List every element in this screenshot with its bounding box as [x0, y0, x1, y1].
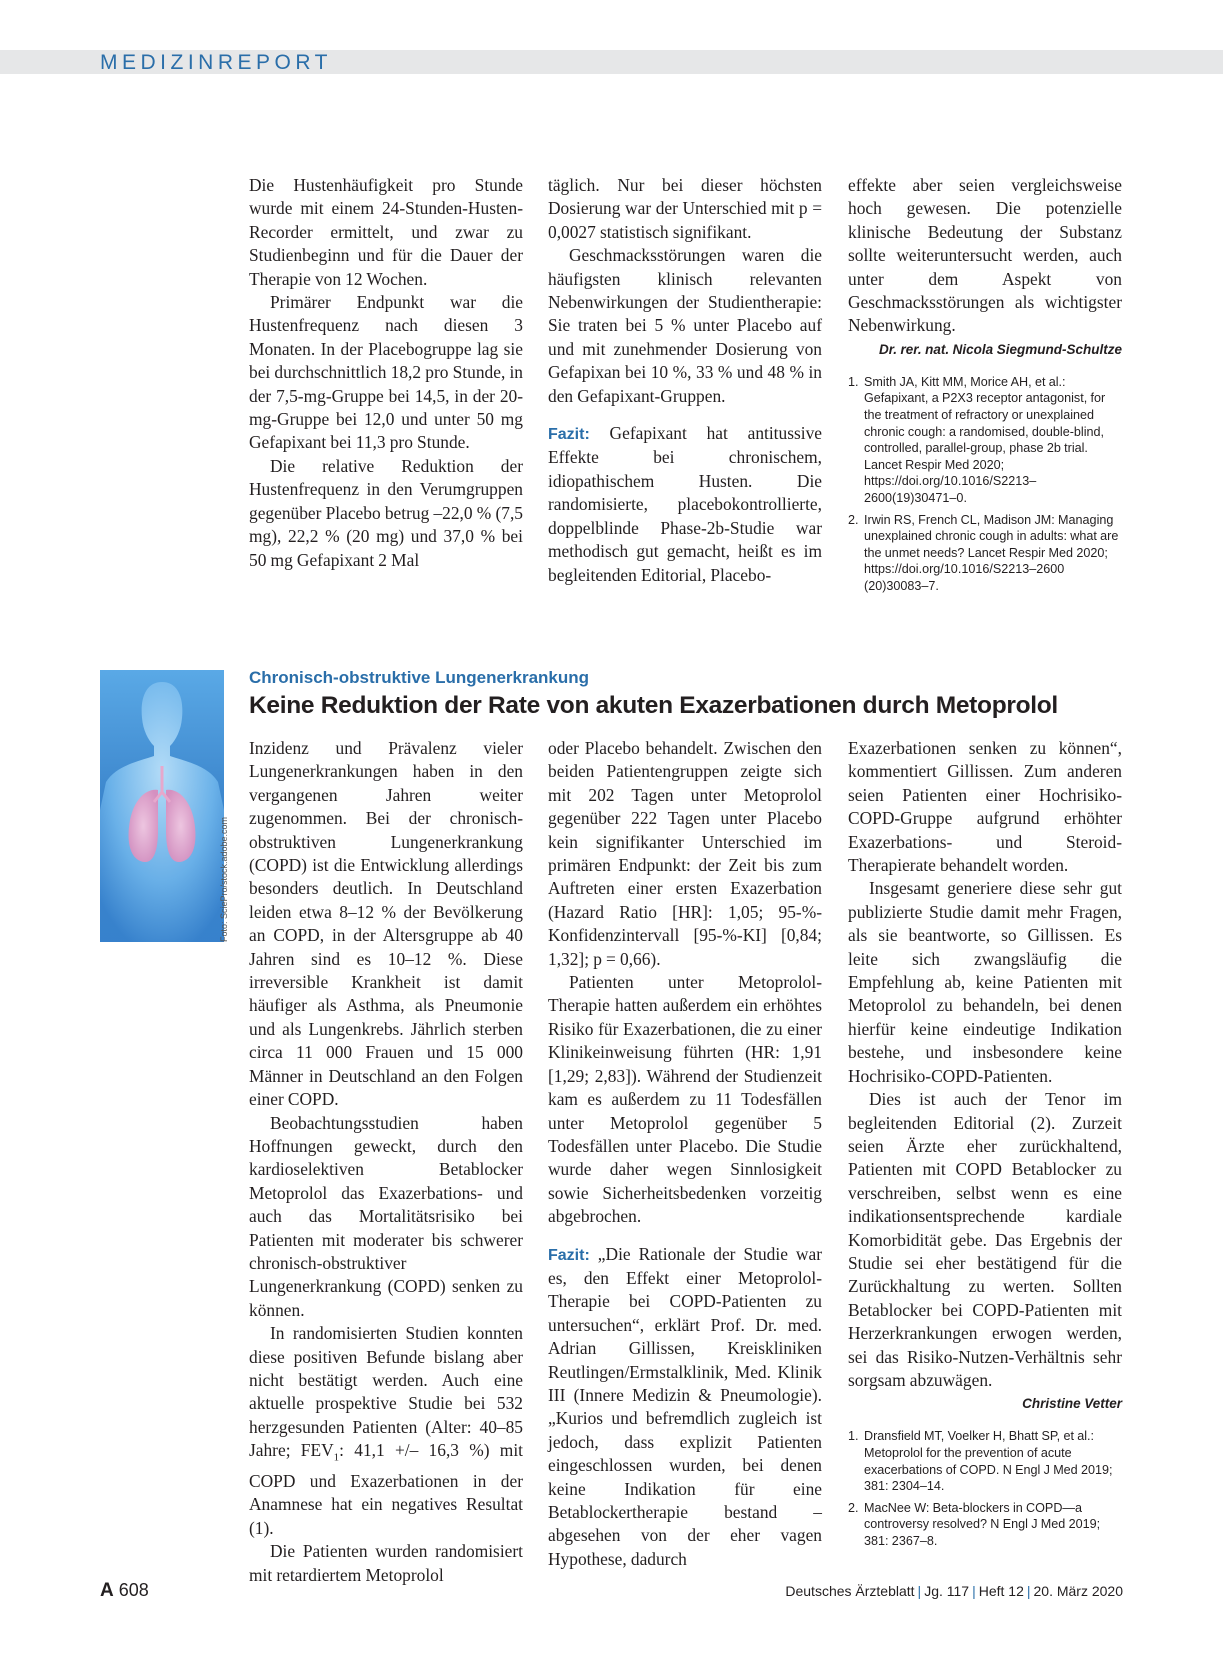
- paragraph: Dies ist auch der Tenor im begleitenden Editorial (2). Zurzeit seien Ärzte eher zurückhaltend, Patienten mit COPD Betablocker zu verschreiben, selbst wenn es eine indikationsentsprechende kardiale Komorbidität gebe. Das Ergebnis der Studie sei eher bestätigend für die Zurückhaltung zu werten. Sollten Betablocker bei COPD-Patienten mit Herzerkrankungen erwogen werden, sei das Risiko-Nutzen-Verhältnis sehr sorgsam abzuwägen.: [848, 1089, 1122, 1390]
- journal-date: 20. März 2020: [1033, 1583, 1123, 1599]
- fazit-text: Gefapixant hat antitussive Effekte bei chronischem, idiopathischem Husten. Die randomisierte, placebokontrollierte, doppelblinde Phase-2b-Studie war methodisch gut gemacht, heißt es im begleitenden Editorial, Placebo-: [548, 423, 822, 585]
- journal-issue: Heft 12: [978, 1583, 1024, 1599]
- article1-column-3: [848, 174, 1122, 600]
- paragraph: Beobachtungsstudien haben Hoffnungen geweckt, durch den kardioselektiven Betablocker Metoprolol das Exazerbations- und auch das Mortalitätsrisiko bei Patienten mit moderater bis schwerer chronisch-obstruktiver Lungenerkrankung (COPD) senken zu können.: [249, 1112, 523, 1320]
- article2-column-1: [249, 737, 523, 1587]
- photo-credit: Foto: SciePro/stock.adobe.com: [219, 816, 229, 942]
- reference-number: 1.: [848, 1429, 859, 1444]
- separator: |: [917, 1583, 922, 1599]
- paragraph: Patienten unter Metoprolol-Therapie hatten außerdem ein erhöhtes Risiko für Exazerbationen, die zu einer Klinikeinweisung führten (HR: 1,91 [1,29; 2,83]). Während der Studienzeit kam es außerdem zu 11 Todesfällen unter Metoprolol gegenüber 5 Todesfällen unter Placebo. Die Studie wurde daher wegen Sinnlosigkeit sowie Sicherheitsbedenken vorzeitig abgebrochen.: [548, 972, 822, 1227]
- reference-text: MacNee W: Beta-blockers in COPD—a controversy resolved? N Engl J Med 2019; 381: 2367–8.: [864, 1500, 1101, 1548]
- separator: |: [972, 1583, 976, 1599]
- paragraph: täglich. Nur bei dieser höchsten Dosierung war der Unterschied mit p = 0,0027 statistisch signifikant.: [548, 175, 822, 242]
- page-prefix: A: [100, 1580, 114, 1601]
- fazit-text: „Die Rationale der Studie war es, den Effekt einer Metoprolol-Therapie bei COPD-Patienten zu untersuchen“, erklärt Prof. Dr. med. Adrian Gillissen, Kreiskliniken Reutlingen/Ermstalklinik, Med. Klinik III (Innere Medizin & Pneumologie). „Kurios und befremdlich zugleich ist jedoch, dass explizit Patienten eingeschlossen wurden, bei denen keine Indikation für eine Betablockertherapie bestand – abgesehen von der eher vagen Hypothese, dadurch: [548, 1243, 822, 1569]
- text-span: : 41,1 +/– 16,3 %) mit COPD und Exazerbationen in der Anamnese hat ein negatives Resultat (1).: [249, 1440, 523, 1538]
- article2-headline: Keine Reduktion der Rate von akuten Exazerbationen durch Metoprolol: [249, 692, 1058, 719]
- separator: |: [1026, 1583, 1031, 1599]
- page-number-value: 608: [118, 1580, 149, 1600]
- reference-text: Irwin RS, French CL, Madison JM: Managing unexplained chronic cough in adults: what are the unmet needs? Lancet Respir Med 2020; https://doi.org/10.1016/S2213–2600 (20)30083–7.: [864, 512, 1119, 593]
- paragraph: Insgesamt generiere diese sehr gut publizierte Studie damit mehr Fragen, als sie beantworte, so Gillissen. Es leite sich zwangsläufig die Empfehlung ab, keine Patienten mit Metoprolol zu behandeln, bei denen hierfür keine eindeutige Indikation bestehe, und insbesondere keine Hochrisiko-COPD-Patienten.: [848, 878, 1122, 1086]
- reference-number: 2.: [848, 1500, 859, 1515]
- fazit-paragraph: [548, 1243, 822, 1572]
- paragraph: Primärer Endpunkt war die Hustenfrequenz nach diesen 3 Monaten. In der Placebogruppe lag sie bei durchschnittlich 18,2 pro Stunde, in der 7,5-mg-Gruppe bei 14,5, in der 20-mg-Gruppe bei 12,0 und unter 50 mg Gefapixant bei 11,3 pro Stunde.: [249, 292, 523, 453]
- article1-column-2: [548, 174, 822, 587]
- article2-column-3: [848, 737, 1122, 1555]
- paragraph: Geschmacksstörungen waren die häufigsten klinisch relevanten Nebenwirkungen der Studientherapie: Sie traten bei 5 % unter Placebo auf und mit zunehmender Dosierung von Gefapixan bei 10 %, 33 % und 48 % in den Gefapixant-Gruppen.: [548, 245, 822, 406]
- reference-item: [848, 374, 1122, 507]
- article2-author: Christine Vetter: [1022, 1396, 1122, 1412]
- paragraph: effekte aber seien vergleichsweise hoch gewesen. Die potenzielle klinische Bedeutung der Substanz sollte weiteruntersucht werden, auch unter dem Aspekt von Geschmacksstörungen als wichtigster Nebenwirkung.: [848, 175, 1122, 336]
- article1-column-1: [249, 174, 523, 572]
- article2-column-2: [548, 737, 822, 1571]
- article1-author: Dr. rer. nat. Nicola Siegmund-Schultze: [878, 341, 1122, 357]
- paragraph: Die Hustenhäufigkeit pro Stunde wurde mit einem 24-Stunden-Husten-Recorder ermittelt, und zwar zu Studienbeginn und für die Dauer der Therapie von 12 Wochen.: [249, 175, 523, 289]
- section-label: MEDIZINREPORT: [100, 51, 332, 74]
- journal-name: Deutsches Ärzteblatt: [785, 1583, 915, 1599]
- paragraph: Inzidenz und Prävalenz vieler Lungenerkrankungen haben in den vergangenen Jahren weiter zugenommen. Bei der chronisch-obstruktiven Lungenerkrankung (COPD) ist die Entwicklung allerdings besonders deutlich. In Deutschland leiden etwa 8–12 % der Bevölkerung an COPD, in der Altersgruppe ab 40 Jahren sind es 10–12 %. Diese irreversible Krankheit ist damit häufiger als Asthma, als Pneumonie und als Lungenkrebs. Jährlich sterben circa 11 000 Frauen und 15 000 Männer in Deutschland an den Folgen einer COPD.: [249, 738, 523, 1110]
- paragraph: Die Patienten wurden randomisiert mit retardiertem Metoprolol: [249, 1541, 523, 1585]
- paragraph: [249, 1322, 523, 1540]
- fazit-label: Fazit:: [548, 1246, 590, 1264]
- subscript: 1: [333, 1451, 340, 1464]
- reference-number: 1.: [848, 374, 859, 389]
- paragraph: oder Placebo behandelt. Zwischen den beiden Patientengruppen zeigte sich mit 202 Tagen unter Metoprolol gegenüber 222 Tagen unter Placebo kein signifikanter Unterschied im primären Endpunkt: der Zeit bis zum Auftreten einer ersten Exazerbation (Hazard Ratio [HR]: 1,05; 95-%-Konfidenzintervall [95-%-KI] [0,84; 1,32]; p = 0,66).: [548, 738, 822, 969]
- lungs-illustration: [100, 670, 224, 942]
- paragraph: Exazerbationen senken zu können“, kommentiert Gillissen. Zum anderen seien Patienten einer Hochrisiko-COPD-Gruppe aufgrund erhöhter Exazerbations- und Steroid-Therapierate behandelt worden.: [848, 738, 1122, 876]
- reference-text: Dransfield MT, Voelker H, Bhatt SP, et al.: Metoprolol for the prevention of acute exacerbations of COPD. N Engl J Med 2019; 381: 2304–14.: [864, 1429, 1113, 1494]
- journal-info: [785, 1583, 1123, 1599]
- article2-references: [848, 1428, 1122, 1549]
- fazit-label: Fazit:: [548, 426, 590, 444]
- journal-volume: Jg. 117: [924, 1583, 970, 1599]
- article1-references: [848, 374, 1122, 595]
- article2-kicker: Chronisch-obstruktive Lungenerkrankung: [249, 668, 590, 687]
- fazit-paragraph: [548, 422, 822, 587]
- page-number: [100, 1580, 149, 1602]
- text-span: In randomisierten Studien konnten diese positiven Befunde bislang aber nicht bestätigt werden. Auch eine aktuelle prospektive Studie bei 532 herzgesunden Patienten (Alter: 40–85 Jahre; FEV: [249, 1323, 523, 1461]
- reference-text: Smith JA, Kitt MM, Morice AH, et al.: Gefapixant, a P2X3 receptor antagonist, for the treatment of refractory or unexplained chronic cough: a randomised, double-blind, controlled, parallel-group, phase 2b trial. Lancet Respir Med 2020; https://doi.org/10.1016/S2213–2600(19)30471–0.: [864, 374, 1106, 505]
- reference-item: [848, 1500, 1122, 1550]
- reference-number: 2.: [848, 512, 859, 527]
- reference-item: [848, 1428, 1122, 1494]
- reference-item: [848, 512, 1122, 595]
- paragraph: Die relative Reduktion der Hustenfrequenz in den Verumgruppen gegenüber Placebo betrug –22,0 % (7,5 mg), 22,2 % (20 mg) und 37,0 % bei 50 mg Gefapixant 2 Mal: [249, 455, 523, 570]
